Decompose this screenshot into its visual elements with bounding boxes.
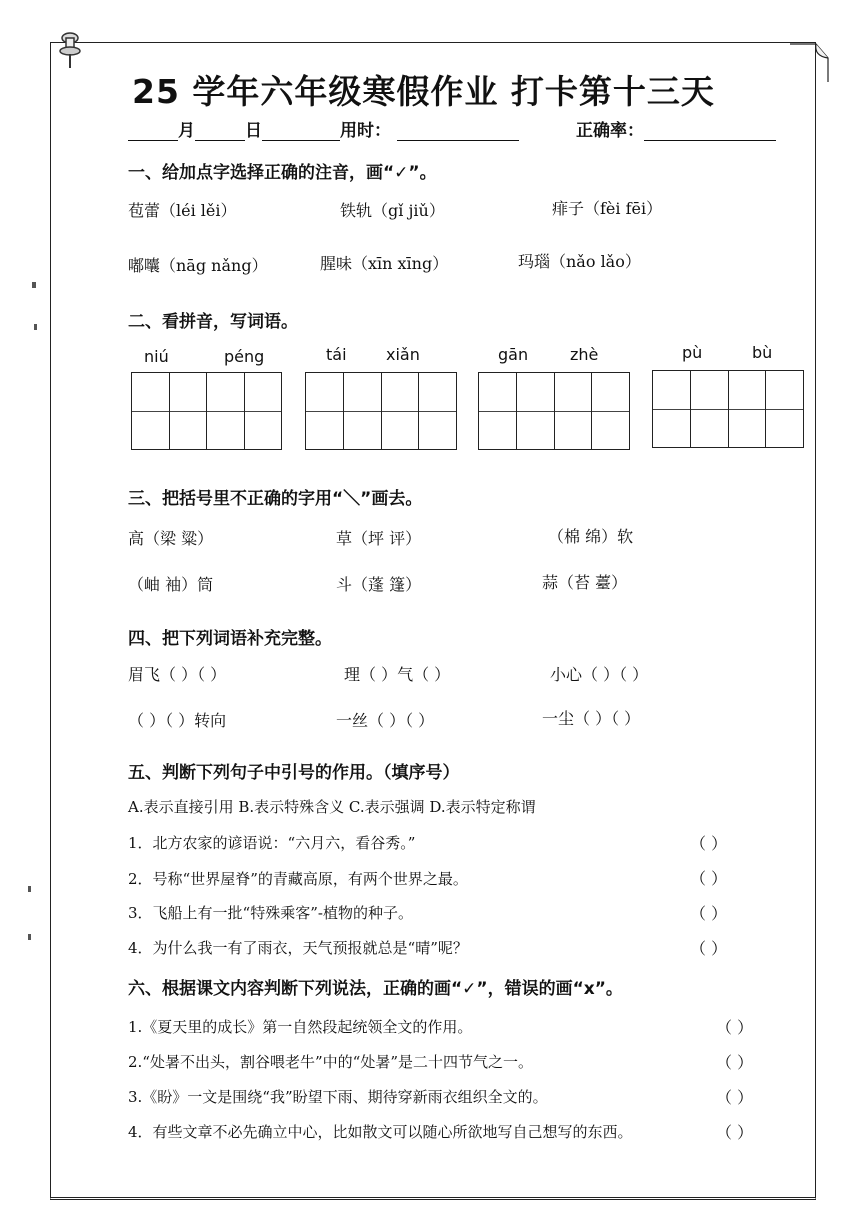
day-label: 日 bbox=[245, 121, 262, 141]
s3-item: （棉 绵）软 bbox=[548, 527, 634, 546]
pinyin-label: tái bbox=[326, 345, 347, 364]
pinyin-label: bù bbox=[752, 343, 773, 362]
s6-question: 1.《夏天里的成长》第一自然段起统领全文的作用。 bbox=[128, 1018, 473, 1036]
s5-options: A.表示直接引用 B.表示特殊含义 C.表示强调 D.表示特定称谓 bbox=[128, 798, 536, 816]
s1-item: 嘟囔（nāg nǎng） bbox=[128, 256, 268, 275]
writing-grid[interactable] bbox=[652, 370, 804, 448]
s5-question: 3．飞船上有一批“特殊乘客”-植物的种子。 bbox=[128, 904, 413, 922]
s5-answer-paren[interactable]: （ ） bbox=[690, 869, 728, 888]
scan-mark bbox=[28, 886, 31, 892]
section-6-heading: 六、根据课文内容判断下列说法，正确的画“✓”，错误的画“x”。 bbox=[128, 979, 623, 999]
section-1-heading: 一、给加点字选择正确的注音，画“✓”。 bbox=[128, 163, 437, 183]
s6-question: 3.《盼》一文是围绕“我”盼望下雨、期待穿新雨衣组织全文的。 bbox=[128, 1088, 548, 1106]
time-blank[interactable] bbox=[397, 122, 519, 141]
accuracy-label: 正确率： bbox=[576, 121, 644, 141]
s4-item: 小心（ ）（ ） bbox=[550, 665, 649, 684]
pinyin-label: péng bbox=[224, 347, 265, 366]
s4-item: 一丝（ ）（ ） bbox=[336, 711, 435, 730]
s1-item: 铁轨（gǐ jiǔ） bbox=[340, 201, 445, 220]
s4-item: 眉飞（ ）（ ） bbox=[128, 665, 227, 684]
s6-answer-paren[interactable]: （ ） bbox=[716, 1123, 754, 1142]
page-title: 25 学年六年级寒假作业 打卡第十三天 bbox=[132, 72, 715, 111]
s1-item: 玛瑙（nǎo lǎo） bbox=[518, 252, 641, 271]
month-label: 月 bbox=[178, 121, 195, 141]
s5-answer-paren[interactable]: （ ） bbox=[690, 904, 728, 923]
s1-item: 苞蕾（léi lěi） bbox=[128, 201, 237, 220]
s1-item: 痱子（fèi fēi） bbox=[552, 199, 663, 218]
pinyin-label: pù bbox=[682, 343, 703, 362]
s6-question: 4．有些文章不必先确立中心，比如散文可以随心所欲地写自己想写的东西。 bbox=[128, 1123, 633, 1141]
s6-answer-paren[interactable]: （ ） bbox=[716, 1053, 754, 1072]
scan-mark bbox=[34, 324, 37, 330]
s5-question: 4．为什么我一有了雨衣，天气预报就总是“晴”呢？ bbox=[128, 939, 468, 957]
pinyin-label: xiǎn bbox=[386, 345, 420, 364]
spacer-blank[interactable] bbox=[262, 122, 340, 141]
pinyin-label: gān bbox=[498, 345, 529, 364]
s5-answer-paren[interactable]: （ ） bbox=[690, 939, 728, 958]
scan-mark bbox=[32, 282, 36, 288]
s5-question: 2．号称“世界屋脊”的青藏高原，有两个世界之最。 bbox=[128, 870, 468, 888]
s5-answer-paren[interactable]: （ ） bbox=[690, 834, 728, 853]
s6-answer-paren[interactable]: （ ） bbox=[716, 1018, 754, 1037]
writing-grid[interactable] bbox=[478, 372, 630, 450]
pinyin-label: niú bbox=[144, 347, 169, 366]
s3-item: 斗（蓬 篷） bbox=[336, 575, 422, 594]
s5-question: 1．北方农家的谚语说：“六月六，看谷秀。” bbox=[128, 834, 416, 852]
s3-item: （岫 袖）筒 bbox=[128, 575, 214, 594]
writing-grid[interactable] bbox=[305, 372, 457, 450]
s3-item: 高（梁 粱） bbox=[128, 529, 214, 548]
month-blank[interactable] bbox=[128, 122, 178, 141]
s6-question: 2.“处暑不出头，割谷喂老牛”中的“处暑”是二十四节气之一。 bbox=[128, 1053, 533, 1071]
time-label: 用时： bbox=[340, 121, 391, 141]
scan-mark bbox=[28, 934, 31, 940]
writing-grid[interactable] bbox=[131, 372, 282, 450]
s1-item: 腥味（xīn xīng） bbox=[320, 254, 449, 273]
section-2-heading: 二、看拼音，写词语。 bbox=[128, 312, 298, 332]
section-3-heading: 三、把括号里不正确的字用“＼”画去。 bbox=[128, 489, 423, 509]
s4-item: 一尘（ ）（ ） bbox=[542, 709, 641, 728]
s6-answer-paren[interactable]: （ ） bbox=[716, 1088, 754, 1107]
accuracy-line bbox=[576, 116, 776, 141]
section-5-heading: 五、判断下列句子中引号的作用。（填序号） bbox=[128, 763, 460, 783]
pinyin-label: zhè bbox=[570, 345, 599, 364]
s4-item: 理（ ）气（ ） bbox=[344, 665, 451, 684]
s3-item: 草（坪 评） bbox=[336, 529, 422, 548]
date-time-line bbox=[128, 116, 519, 141]
s4-item: （ ）（ ）转向 bbox=[128, 711, 227, 730]
section-4-heading: 四、把下列词语补充完整。 bbox=[128, 629, 332, 649]
day-blank[interactable] bbox=[195, 122, 245, 141]
accuracy-blank[interactable] bbox=[644, 122, 776, 141]
pushpin-icon bbox=[58, 30, 82, 70]
s3-item: 蒜（苔 薹） bbox=[542, 573, 628, 592]
